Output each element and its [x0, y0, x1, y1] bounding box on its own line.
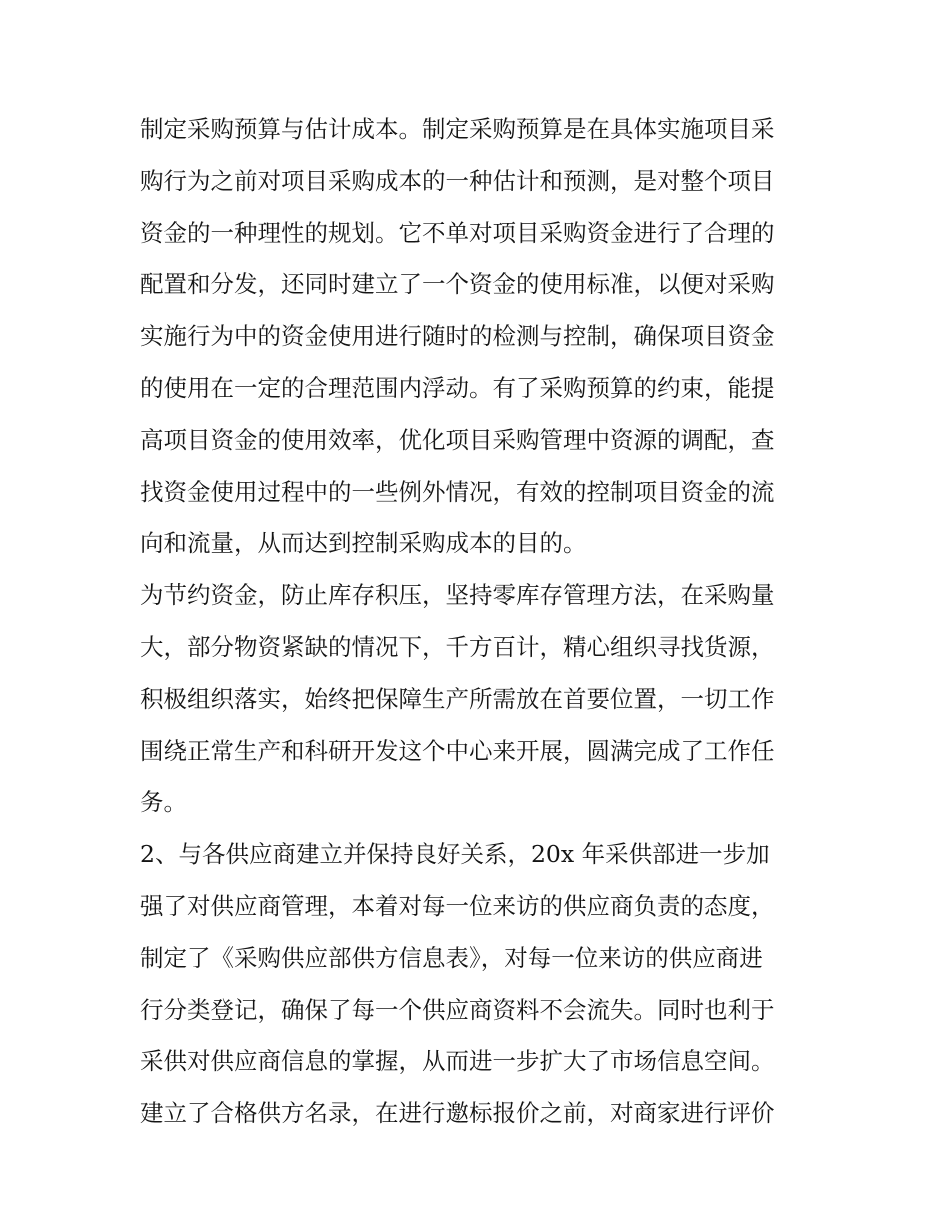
text-line: 配置和分发，还同时建立了一个资金的使用标准，以便对采购: [140, 270, 775, 299]
text-line: 实施行为中的资金使用进行随时的检测与控制，确保项目资金: [140, 322, 775, 351]
body-text: [140, 104, 820, 1140]
text-line: 建立了合格供方名录，在进行邀标报价之前，对商家进行评价: [140, 1099, 775, 1128]
text-line: 行分类登记，确保了每一个供应商资料不会流失。同时也利于: [140, 995, 775, 1024]
text-line: 务。: [140, 788, 187, 817]
text-line: 高项目资金的使用效率，优化项目采购管理中资源的调配，查: [140, 425, 775, 454]
text-line: 找资金使用过程中的一些例外情况，有效的控制项目资金的流: [140, 477, 775, 506]
text-line: 2、与各供应商建立并保持良好关系，20x 年采供部进一步加: [140, 840, 770, 869]
text-line: 资金的一种理性的规划。它不单对项目采购资金进行了合理的: [140, 218, 775, 247]
text-line: 为节约资金，防止库存积压，坚持零库存管理方法，在采购量: [140, 581, 775, 610]
text-line: 的使用在一定的合理范围内浮动。有了采购预算的约束，能提: [140, 373, 775, 402]
text-line: 强了对供应商管理，本着对每一位来访的供应商负责的态度，: [140, 891, 775, 920]
text-line: 购行为之前对项目采购成本的一种估计和预测，是对整个项目: [140, 166, 775, 195]
text-line: 制定了《采购供应部供方信息表》，对每一位来访的供应商进: [140, 943, 763, 972]
text-line: 向和流量，从而达到控制采购成本的目的。: [140, 529, 587, 558]
text-line: 围绕正常生产和科研开发这个中心来开展，圆满完成了工作任: [140, 736, 775, 765]
text-line: 采供对供应商信息的掌握，从而进一步扩大了市场信息空间。: [140, 1047, 775, 1076]
text-line: 大，部分物资紧缺的情况下，千方百计，精心组织寻找货源，: [140, 632, 775, 661]
text-line: 积极组织落实，始终把保障生产所需放在首要位置，一切工作: [140, 684, 775, 713]
text-line: 制定采购预算与估计成本。制定采购预算是在具体实施项目采: [140, 115, 775, 143]
